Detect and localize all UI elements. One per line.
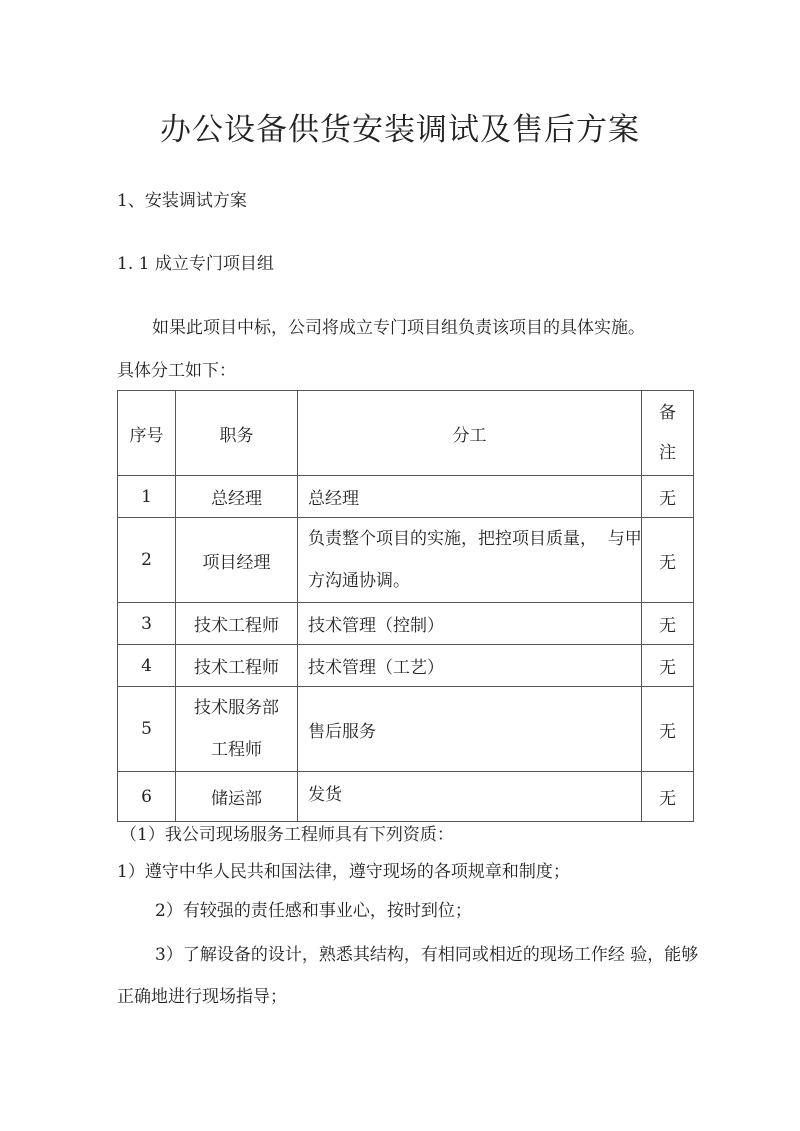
row-duty: 售后服务 xyxy=(298,687,642,772)
row-seq: 1 xyxy=(118,476,176,518)
row-role: 储运部 xyxy=(176,772,298,822)
table-row xyxy=(118,687,694,772)
row-duty-line1: 负责整个项目的实施，把控项目质量， 与甲 xyxy=(308,529,642,549)
table-row xyxy=(118,603,694,645)
row-role xyxy=(176,687,298,772)
row-role: 项目经理 xyxy=(176,518,298,603)
table-row xyxy=(118,518,694,603)
row-duty: 技术管理（控制） xyxy=(298,603,642,645)
row-seq: 4 xyxy=(118,645,176,687)
list-item: 1）遵守中华人民共和国法律，遵守现场的各项规章和制度； xyxy=(117,862,570,882)
table-row xyxy=(118,645,694,687)
row-note: 无 xyxy=(642,645,694,687)
row-seq: 6 xyxy=(118,772,176,822)
row-seq: 2 xyxy=(118,518,176,603)
table-row xyxy=(118,476,694,518)
division-paragraph: 具体分工如下： xyxy=(117,361,236,381)
list-item: 3）了解设备的设计，熟悉其结构，有相同或相近的现场工作经 验，能够 xyxy=(155,945,699,965)
header-note-line2: 注 xyxy=(659,443,676,463)
row-note: 无 xyxy=(642,772,694,822)
row-note: 无 xyxy=(642,687,694,772)
row-duty: 发货 xyxy=(298,772,642,822)
row-role: 总经理 xyxy=(176,476,298,518)
row-seq: 5 xyxy=(118,687,176,772)
list-item: 2）有较强的责任感和事业心，按时到位； xyxy=(155,901,472,921)
intro-paragraph: 如果此项目中标，公司将成立专门项目组负责该项目的具体实施。 xyxy=(152,318,645,338)
document-title: 办公设备供货安装调试及售后方案 xyxy=(160,112,640,148)
row-note: 无 xyxy=(642,603,694,645)
header-note-line1: 备 xyxy=(659,403,676,423)
list-item-continuation: 正确地进行现场指导； xyxy=(117,987,287,1007)
header-role: 职务 xyxy=(176,391,298,476)
header-note xyxy=(642,391,694,476)
row-seq: 3 xyxy=(118,603,176,645)
row-duty: 总经理 xyxy=(298,476,642,518)
header-duty: 分工 xyxy=(298,391,642,476)
row-role: 技术工程师 xyxy=(176,603,298,645)
row-role: 技术工程师 xyxy=(176,645,298,687)
row-duty-line2: 方沟通协调。 xyxy=(308,571,410,591)
table-row xyxy=(118,772,694,822)
section-heading-1-1: 1. 1 成立专门项目组 xyxy=(117,254,274,274)
section-heading-1: 1、安装调试方案 xyxy=(117,191,247,211)
row-role-line1: 技术服务部 xyxy=(194,698,279,718)
division-table xyxy=(117,390,694,822)
header-seq: 序号 xyxy=(118,391,176,476)
row-note: 无 xyxy=(642,476,694,518)
row-role-line2: 工程师 xyxy=(211,740,262,760)
row-duty: 技术管理（工艺） xyxy=(298,645,642,687)
table-header-row xyxy=(118,391,694,476)
row-note: 无 xyxy=(642,518,694,603)
row-duty xyxy=(298,518,642,603)
qualification-heading: （1）我公司现场服务工程师具有下列资质： xyxy=(120,825,454,845)
